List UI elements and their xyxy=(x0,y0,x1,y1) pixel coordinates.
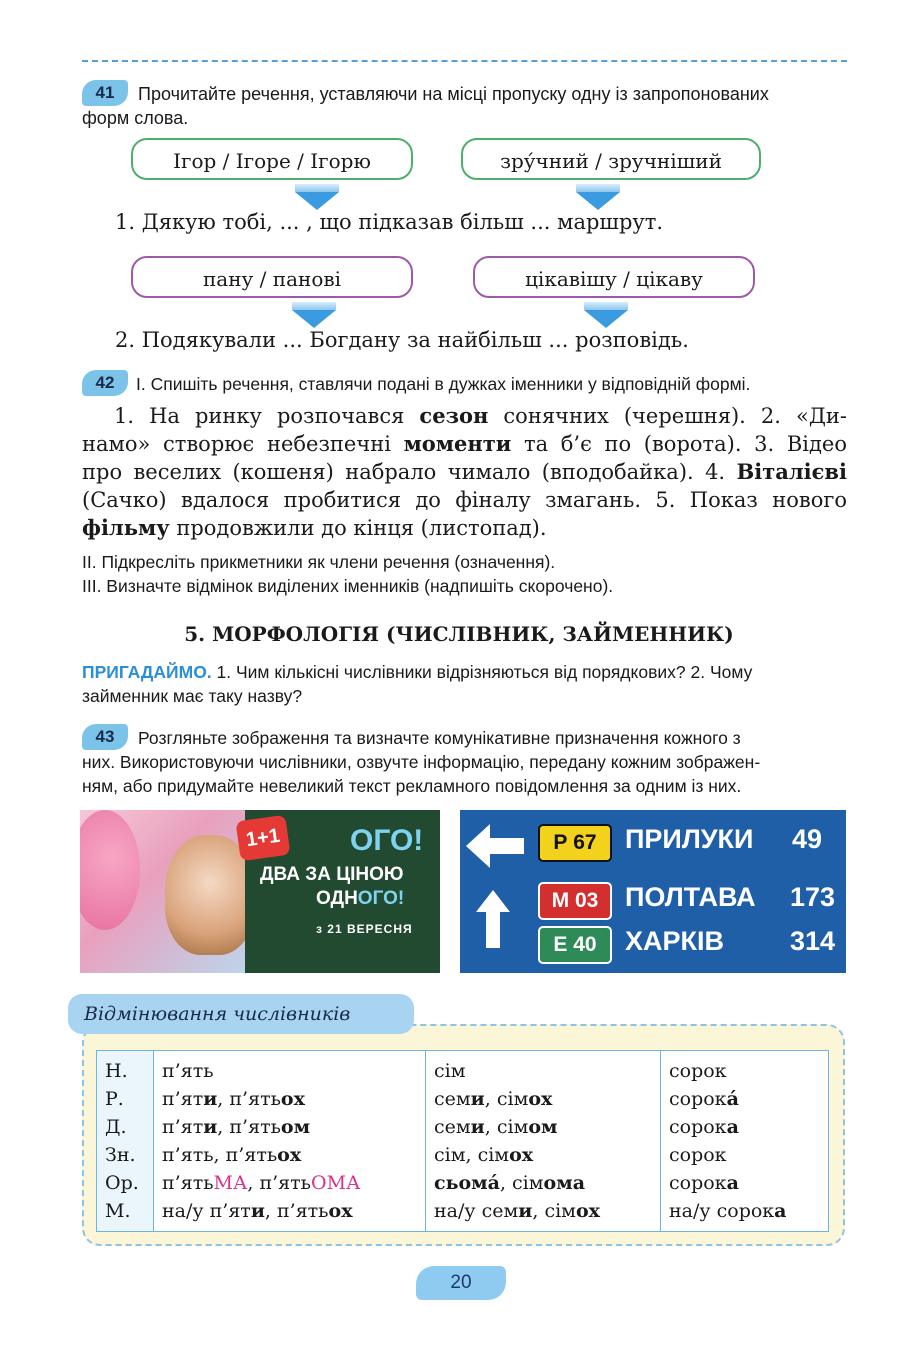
down-arrow-icon xyxy=(576,192,620,210)
exercise-number-badge: 43 xyxy=(82,724,128,750)
word-options-box: цікавішу / цікаву xyxy=(473,256,755,298)
table-row xyxy=(97,1051,829,1232)
exercise-43-instruction-cont: них. Використовуючи числівники, озвучте інформацію, передану кожним зображен- xyxy=(82,752,761,772)
exercise-43-instruction-cont: ням, або придумайте невеликий текст рекламного повідомлення за одним із них. xyxy=(82,776,742,796)
arrow-stem xyxy=(584,302,628,310)
arrow-stem xyxy=(292,302,336,310)
down-arrow-icon xyxy=(292,310,336,328)
ad-date: з 21 ВЕРЕСНЯ xyxy=(316,922,413,936)
numeral-column-seven: сім семи, сімох семи, сімом сім, сімох сьомá, сімома на/у семи, сімох xyxy=(426,1051,661,1232)
arrow-stem xyxy=(295,184,339,192)
city-name: ПРИЛУКИ xyxy=(625,824,754,854)
ad-text: ОДНОГО! xyxy=(316,888,405,909)
top-divider xyxy=(82,60,847,62)
exercise-number-badge: 42 xyxy=(82,370,128,396)
declension-table xyxy=(96,1050,829,1232)
exercise-sentence: 2. Подякували ... Богдану за найбільш ... розповідь. xyxy=(115,328,689,352)
down-arrow-icon xyxy=(295,192,339,210)
ad-badge: 1+1 xyxy=(235,815,290,862)
city-name: ХАРКІВ xyxy=(625,926,724,956)
exercise-42-task-3: ІІІ. Визначте відмінок виділених іменників (надпишіть скорочено). xyxy=(82,576,614,596)
page-number: 20 xyxy=(416,1266,506,1300)
distance-km: 173 xyxy=(790,882,836,912)
road-number-plate: Р 67 xyxy=(538,824,612,862)
advertisement-image xyxy=(80,810,440,973)
exercise-sentence: 1. Дякую тобі, ... , що підказав більш ... маршрут. xyxy=(115,210,664,234)
ad-headline: ОГО! xyxy=(350,824,424,857)
road-number-plate: М 03 xyxy=(538,882,612,920)
distance-km: 49 xyxy=(792,824,823,854)
remember-text-cont: займенник має таку назву? xyxy=(82,686,303,706)
word-options-box: зру́чний / зручніший xyxy=(461,138,761,180)
exercise-42-text: 1. На ринку розпочався сезон сонячних (черешня). 2. «Ди- намо» створює небезпечні моменти та б’є по (ворота). 3. Відео про веселих (кошеня) набрало чимало (вподобайка). 4. Віталієві (Сачко) вдалося пробитися до фіналу змагань. 5. Показ нового фільму продовжили до кінця (листопад). xyxy=(82,403,847,540)
distance-km: 314 xyxy=(790,926,836,956)
case-labels: Н. Р. Д. Зн. Ор. М. xyxy=(97,1051,154,1232)
ad-text: ДВА ЗА ЦІНОЮ xyxy=(260,864,404,885)
left-arrow-icon xyxy=(466,824,526,868)
word-options-box: Ігор / Ігоре / Ігорю xyxy=(131,138,413,180)
arrow-stem xyxy=(576,184,620,192)
section-title: 5. МОРФОЛОГІЯ (ЧИСЛІВНИК, ЗАЙМЕННИК) xyxy=(184,622,734,646)
exercise-41-instruction: Прочитайте речення, уставляючи на місці пропуску одну із запропонованих xyxy=(138,84,769,104)
remember-label: ПРИГАДАЙМО. xyxy=(82,662,212,682)
numeral-column-forty: сорок сорокá сорока сорок сорока на/у сорока xyxy=(661,1051,829,1232)
exercise-42-instruction: І. Спишіть речення, ставлячи подані в дужках іменники у відповідній формі. xyxy=(136,374,751,394)
up-arrow-icon xyxy=(476,890,510,948)
exercise-number-badge: 41 xyxy=(82,80,128,106)
road-number-plate: Е 40 xyxy=(538,926,612,964)
exercise-43-instruction: Розгляньте зображення та визначте комунікативне призначення кожного з xyxy=(138,728,741,748)
numeral-column-five: п’ять п’яти, п’ятьох п’яти, п’ятьом п’ять, п’ятьох п’ятьМА, п’ятьОМА на/у п’яти, п’ятьох xyxy=(154,1051,426,1232)
remember-block: ПРИГАДАЙМО. 1. Чим кількісні числівники відрізняються від порядкових? 2. Чому xyxy=(82,662,753,682)
down-arrow-icon xyxy=(584,310,628,328)
city-name: ПОЛТАВА xyxy=(625,882,756,912)
exercise-42-task-2: ІІ. Підкресліть прикметники як члени речення (означення). xyxy=(82,552,556,572)
exercise-41-instruction-cont: форм слова. xyxy=(82,108,189,128)
table-title: Відмінювання числівників xyxy=(68,994,414,1034)
word-options-box: пану / панові xyxy=(131,256,413,298)
road-sign-image xyxy=(460,810,846,973)
